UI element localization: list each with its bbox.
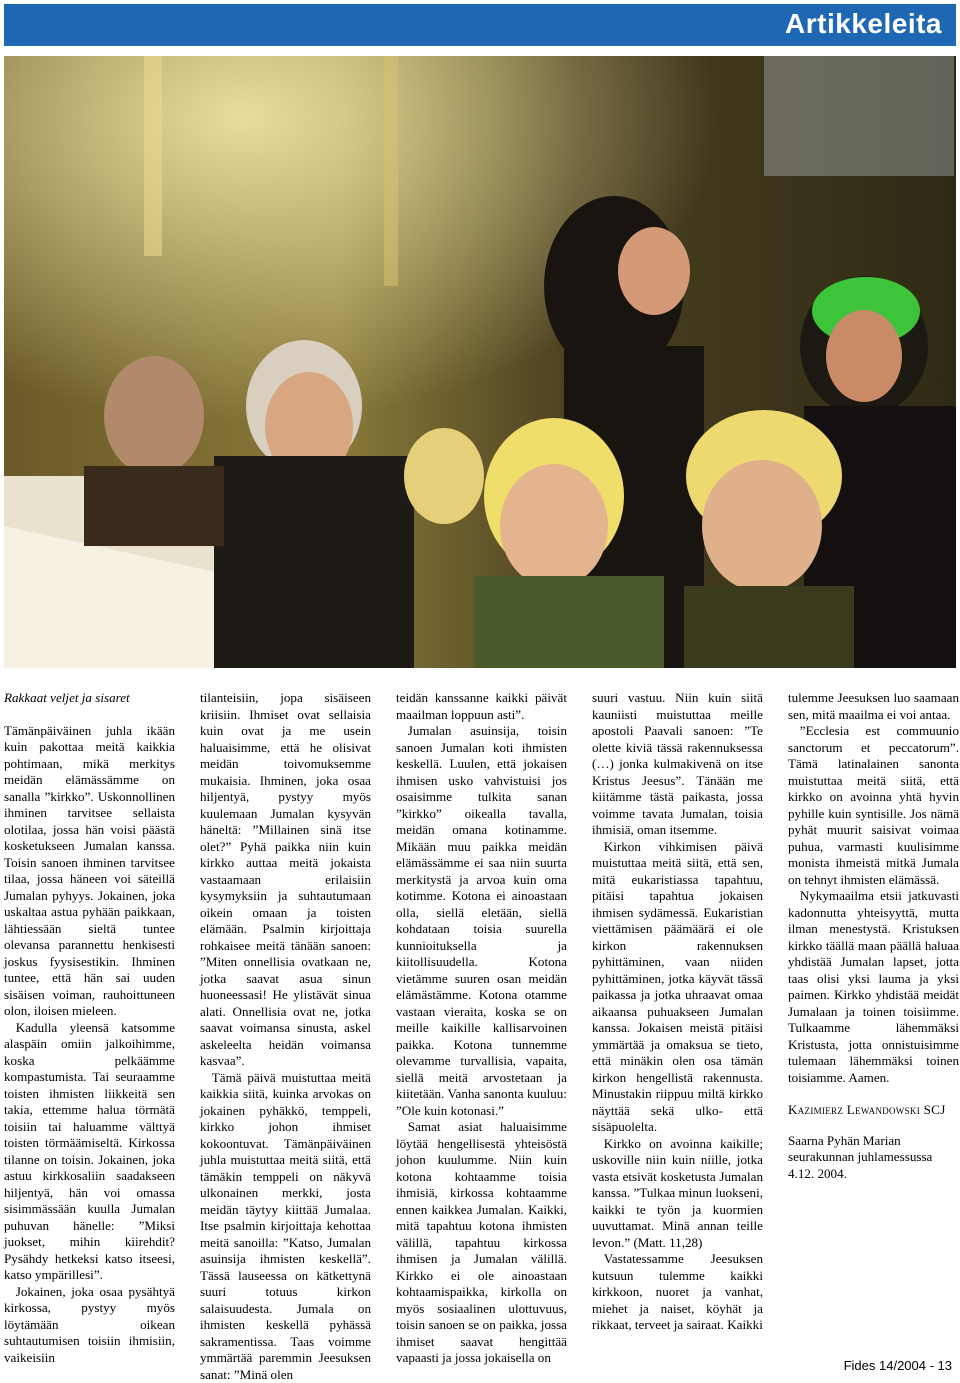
- paragraph: Tämä päivä muistuttaa meitä kaikkia siitä, kuinka arvokas on jokainen pyhäkkö, temppeli, kirkko johon ihmiset kokoontuvat. Tämänpäiväinen juhla muistuttaa meitä siitä, että tämäkin temppeli on näkyvä ulkonainen merkki, josta meidän täytyy kiittää Jumalaa. Itse psalmin kirjoittaja kehottaa meitä sanoilla: ”Katso, Jumalan asuinsija ihmisten keskellä”. Tässä lauseessa on kätkettynä suuri totuus kirkon salaisuudesta. Jumala on ihmisten keskellä pyhässä sakramentissa. Taas voimme ymmärtää paremmin Jeesuksen sanat: ”Minä olen: [200, 1070, 371, 1383]
- congregation-photo: [4, 56, 956, 668]
- paragraph: tulemme Jeesuksen luo saamaan sen, mitä maailma ei voi antaa.: [788, 690, 959, 723]
- paragraph: Samat asiat haluaisimme löytää hengellisestä yhteisöstä johon kuulumme. Niin kuin kotona kohtaamme toisia ihmisiä, kirkossa kohtaamme ennen kaikkea Jumalan. Kaikki, mitä tapahtuu kotona ihmisten välillä, tapahtuu kirkossa ihmisen ja Jumalan välillä. Kirkko ei ole ainoastaan kohtaamispaikka, kirkolla on myös sosiaalinen ulottuvuus, toisin sanoen se on paikka, jossa ihmiset saavat hengittää vapaasti ja jossa jokaisella on: [396, 1119, 567, 1367]
- section-header-bar: [4, 4, 956, 46]
- salutation: Rakkaat veljet ja sisaret: [4, 690, 175, 707]
- article-column-1: [4, 690, 175, 1366]
- sermon-note: Saarna Pyhän Marian seurakunnan juhlamessussa 4.12. 2004.: [788, 1133, 959, 1183]
- author-signature: Kazimierz Lewandowski SCJ: [788, 1102, 959, 1119]
- page-footer: Fides 14/2004 - 13: [844, 1358, 952, 1373]
- paragraph: suuri vastuu. Niin kuin siitä kauniisti muistuttaa meille apostoli Paavali sanoen: ”Te olette kiviä tässä rakennuksessa (…) jonka kulmakivenä on itse Kristus Jeesus”. Tänään me kiitämme tästä paikasta, jossa voimme tavata Jumalan, toisia ihmisiä, oman itsemme.: [592, 690, 763, 839]
- paragraph: Kirkko on avoinna kaikille; uskoville niin kuin niille, jotka vasta etsivät kosketusta Jumalan kanssa. ”Tulkaa minun luokseni, kaikki te työn ja kuormien uuvuttamat. Minä annan teille levon.” (Matt. 11,28): [592, 1136, 763, 1252]
- article-column-2: [200, 690, 371, 1383]
- article-column-4: [592, 690, 763, 1334]
- paragraph: Tämänpäiväinen juhla ikään kuin pakottaa meitä kaikkia pohtimaan, mikä merkitys meidän elämässämme on sanalla ”kirkko”. Uskonnollinen ihminen tarvitsee sellaista olotilaa, jossa hän voisi päästä kosketukseen Jumalan kanssa. Toisin sanoen ihminen tarvitsee tilaa, jossa häneen voi säteillä Jumalan pyhyys. Jokainen, joka uskaltaa astua pyhään paikkaan, lähtiessään sieltä tuntee olevansa parannettu henkisesti joskus fyysisestikin. Ihminen tuntee, että hän sai uuden sisäisen voiman, rauhoittuneen olon, iloisen mieleen.: [4, 723, 175, 1020]
- article-column-3: [396, 690, 567, 1367]
- section-title: Artikkeleita: [785, 8, 942, 40]
- article-column-5: [788, 690, 959, 1182]
- paragraph: Nykymaailma etsii jatkuvasti kadonnutta yhteisyyttä, mutta ilman menestystä. Kristuksen kirkko täällä maan päällä haluaa yhdistää Jumalan lapset, jotta taas olisi yksi lauma ja yksi paimen. Kirkko yhdistää meidät Jumalaan ja toinen toisiimme. Tulkaamme lähemmäksi Kristusta, jotta onnistuisimme tulemaan lähemmäksi toinen toisiamme. Aamen.: [788, 888, 959, 1086]
- paragraph: Kadulla yleensä katsomme alaspäin omiin jalkoihimme, koska pelkäämme kompastumista. Tai seuraamme toisten ihmisten liikkeitä sen takia, ettemme halua törmätä toisiin tai haluamme välttyä toisten törmäämiseltä. Kirkossa tilanne on toisin. Jokainen, joka astuu kirkkosaliin saadakseen hiljentyä, hän voi omassa sisimmässään kuulla Jumalan puhuvan hänelle: ”Miksi juokset, mihin kiirehdit? Pysähdy hetkeksi katso itseesi, katso ympärillesi”.: [4, 1020, 175, 1284]
- paragraph: tilanteisiin, jopa sisäiseen kriisiin. Ihmiset ovat sellaisia kuin ovat ja me usein haluaisimme, että he olisivat meidän toivomuksemme mukaisia. Ihminen, joka osaa hiljentyä, pystyy myös kuulemaan Jumalan kysyvän häneltä: ”Millainen sinä itse olet?” Pyhä paikka niin kuin kirkko auttaa meitä jokaista vastaamaan erilaisiin kysymyksiin ja suhtautumaan oikein omaan ja toisten elämään. Psalmin kirjoittaja rohkaisee meitä tänään sanoen: ”Miten onnellisia ovatkaan ne, jotka saavat asua sinun huoneessasi! He ylistävät sinua alati. Onnellisia ovat ne, jotka saavat voimansa sinusta, askel askeleelta heidän voimansa kasvaa”.: [200, 690, 371, 1070]
- paragraph: Vastatessamme Jeesuksen kutsuun tulemme kaikki kirkkoon, nuoret ja vanhat, miehet ja naiset, köyhät ja rikkaat, terveet ja sairaat. Kaikki: [592, 1251, 763, 1334]
- paragraph: Kirkon vihkimisen päivä muistuttaa meitä siitä, että sen, mitä eukaristiassa tapahtuu, pitäisi tapahtua jokaisen ihmisen sydämessä. Eukaristian viettämisen päämäärä ei ole kirkon rakennuksen pyhittäminen, vaan niiden pyhittäminen, jotka käyvät tässä paikassa ja jotka uhraavat omaa aikaansa puhuakseen Jumalan kanssa. Jokaisen meistä pitäisi ymmärtää ja omaksua se tieto, että minäkin olen osa tämän kirkon hengellistä rakennusta. Minustakin riippuu miltä kirkko näyttää sekä ulko- että sisäpuolelta.: [592, 839, 763, 1136]
- paragraph: teidän kanssanne kaikki päivät maailman loppuun asti”.: [396, 690, 567, 723]
- paragraph: Jokainen, joka osaa pysähtyä kirkossa, pystyy myös löytämään oikean suhtautumisen toisiin ihmisiin, vaikeisiin: [4, 1284, 175, 1367]
- paragraph: Jumalan asuinsija, toisin sanoen Jumalan koti ihmisten keskellä. Luulen, että jokaisen ihmisen usko vahvistuisi jos osaisimme tulkita sanan ”kirkko” oikealla tavalla, meidän omana kotinamme. Mikään muu paikka meidän elämässämme ei saa niin suurta merkitystä ja arvoa kuin oma kotimme. Kotona ei ainoastaan olla, siellä eletään, siellä kohdataan toisia suurella kunnioituksella ja kiitollisuudella. Kotona vietämme suuren osan meidän elämästämme. Kotona otamme vastaan vieraita, koska se on meille kaikille kallisarvoinen paikka. Kotona tunnemme olevamme turvallisia, vapaita, siellä meitä arvostetaan ja kiitetään. Vanha sanonta kuuluu: ”Ole kuin kotonasi.”: [396, 723, 567, 1119]
- paragraph: ”Ecclesia est commuunio sanctorum et peccatorum”. Tämä latinalainen sanonta muistuttaa meitä siitä, että kirkko on avoinna yhtä hyvin pyhille kuin syntisille. Jos nämä pyhät muurit saisivat voimaa puhua, varmasti kuulisimme monista ihmeistä mitkä Jumala on tehnyt ihmisten elämässä.: [788, 723, 959, 888]
